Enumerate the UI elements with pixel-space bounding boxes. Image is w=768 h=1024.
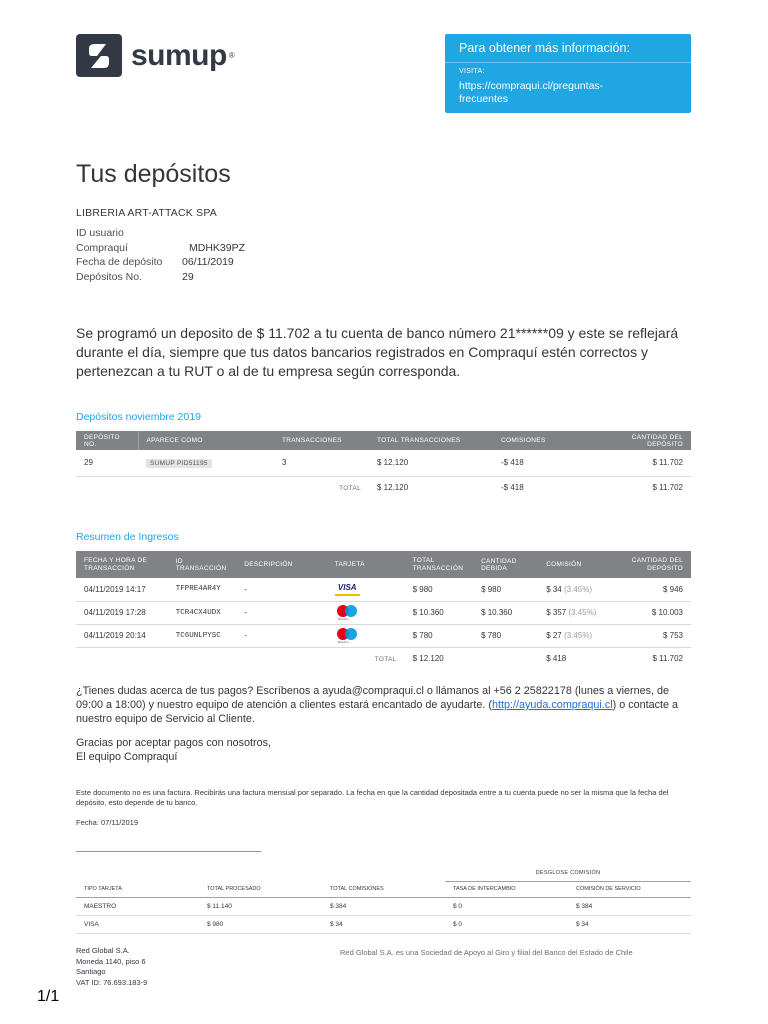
user-id-value: MDHK39PZ [189, 241, 246, 254]
disclaimer-text: Este documento no es una factura. Recibirás una factura mensual por separado. La fecha en que la cantidad depositada entre a tu cuenta puede no ser la misma que la fecha del depósito, esto depende de tu banco. [76, 788, 669, 807]
total-cell: $ 12.120 [369, 450, 493, 476]
thanks-text [76, 736, 691, 764]
amount-cell: $ 11.702 [591, 450, 691, 476]
col-header: TASA DE INTERCAMBIO [445, 882, 568, 897]
col-header: CANTIDAD DEL DEPÓSITO [611, 551, 691, 578]
footer-address-line-1: Moneda 1140, piso 6 [76, 956, 146, 966]
page-indicator: 1/1 [37, 988, 60, 1005]
deposit-no-cell: 29 [76, 450, 138, 476]
tx-id-cell: TC6UNLPYSC [168, 624, 236, 647]
col-header: ID TRANSACCIÓN [168, 551, 236, 578]
datetime-cell: 04/11/2019 17:28 [76, 601, 168, 624]
visa-card-icon: VISA [335, 582, 360, 596]
faq-link[interactable]: https://compraqui.cl/preguntas-frecuentes [459, 80, 604, 105]
amount-cell: $ 753 [611, 624, 691, 647]
sumup-logo-icon [76, 34, 122, 77]
description-cell: - [236, 578, 327, 601]
table-total-row [76, 647, 691, 669]
amount-cell: $ 11.702 [652, 653, 683, 663]
processed-cell: $ 11.140 [199, 897, 322, 915]
fee-cell: $ 27 (3.45%) [538, 624, 611, 647]
fees-cell: $ 384 [322, 897, 445, 915]
compraqui-label: Compraquí [76, 241, 128, 254]
divider-line [76, 851, 261, 852]
col-header: TOTAL TRANSACCIÓN [405, 551, 473, 578]
description-cell: - [236, 601, 327, 624]
total-label: TOTAL [374, 655, 397, 663]
fees-cell: -$ 418 [493, 450, 591, 476]
datetime-cell: 04/11/2019 14:17 [76, 578, 168, 601]
table-total-row [76, 476, 691, 498]
table-row [76, 915, 691, 933]
col-header: COMISIÓN DE SERVICIO [568, 882, 691, 897]
document-date: Fecha: 07/11/2019 [76, 818, 138, 827]
description-cell: - [236, 624, 327, 647]
fee-cell: $ 418 [546, 653, 567, 663]
amount-cell: $ 11.702 [652, 482, 683, 492]
col-header: TOTAL TRANSACCIONES [369, 431, 493, 450]
deposit-date-label: Fecha de depósito [76, 256, 163, 268]
table-row [76, 897, 691, 915]
deposit-no-label: Depósitos No. [76, 270, 142, 283]
col-header: TOTAL PROCESADO [199, 882, 322, 897]
card-type-cell: MAESTRO [76, 897, 199, 915]
debited-cell: $ 980 [473, 578, 538, 601]
total-cell: $ 980 [405, 578, 473, 601]
col-header: APARECE COMO [138, 431, 274, 450]
fees-cell: $ 34 [322, 915, 445, 933]
tx-id-cell: TFPRE4AR4Y [168, 578, 236, 601]
brand-name: sumup [131, 38, 227, 72]
info-box [445, 34, 691, 113]
table-row [76, 578, 691, 601]
datetime-cell: 04/11/2019 20:14 [76, 624, 168, 647]
amount-cell: $ 10.003 [611, 601, 691, 624]
deposit-meta [76, 226, 246, 284]
income-table [76, 551, 691, 669]
service-cell: $ 34 [568, 915, 691, 933]
table-row [76, 601, 691, 624]
merchant-name: LIBRERIA ART-ATTACK SPA [76, 207, 217, 219]
deposit-summary-text: Se programó un deposito de $ 11.702 a tu cuenta de banco número 21******09 y este se reflejará durante el día, siempre que tus datos bancarios registrados en Compraquí estén correctos y pertenezcan a tu RUT o al de tu empresa según corresponda. [76, 325, 679, 379]
col-header: CANTIDAD DEL DEPÓSITO [591, 431, 691, 450]
thanks-line-1: Gracias por aceptar pagos con nosotros, [76, 737, 272, 749]
tx-id-cell: TCR4CX4UDX [168, 601, 236, 624]
interchange-cell: $ 0 [445, 897, 568, 915]
footer-company: Red Global S.A. [76, 946, 130, 955]
help-link[interactable]: http://ayuda.compraqui.cl [491, 699, 613, 711]
total-cell: $ 12.120 [412, 653, 444, 663]
user-id-label: ID usuario [76, 227, 124, 239]
total-cell: $ 12.120 [377, 482, 409, 492]
col-header: TRANSACCIONES [274, 431, 369, 450]
sumup-logo [76, 34, 235, 77]
col-header: DEPÓSITO NO. [76, 431, 138, 450]
help-text: ¿Tienes dudas acerca de tus pagos? Escríbenos a ayuda@compraqui.cl o llámanos al +56 2 25822178 (lunes a viernes, de 09:00 a 18:00) y nuestro equipo de atención a clientes estará encantado de ayudarte. (http://ayuda.compraqui.cl) o contacte a nuestro equipo de Servicio al Cliente. [76, 685, 679, 725]
debited-cell: $ 10.360 [473, 601, 538, 624]
col-header: TARJETA [327, 551, 405, 578]
table-row [76, 450, 691, 476]
registered-mark: ® [228, 51, 235, 60]
deposit-date-value: 06/11/2019 [182, 256, 234, 268]
total-cell: $ 10.360 [405, 601, 473, 624]
thanks-line-2: El equipo Compraquí [76, 751, 178, 763]
fees-cell: -$ 418 [501, 482, 524, 492]
col-header: TIPO TARJETA [76, 882, 199, 897]
page-title: Tus depósitos [76, 160, 231, 188]
info-box-visit-label: VISITA: [459, 68, 485, 75]
deposits-section-title: Depósitos noviembre 2019 [76, 411, 201, 423]
total-label: TOTAL [339, 484, 361, 492]
debited-cell: $ 780 [473, 624, 538, 647]
col-header: DESCRIPCIÓN [236, 551, 327, 578]
col-header: TOTAL COMISIONES [322, 882, 445, 897]
fee-breakdown-table [76, 882, 691, 934]
footer-address-line-2: Santiago [76, 967, 106, 976]
col-header: COMISIÓN [538, 551, 611, 578]
fee-cell: $ 34 (3.45%) [538, 578, 611, 601]
maestro-card-icon: Maestro [335, 604, 359, 622]
income-section-title: Resumen de Ingresos [76, 531, 179, 543]
service-cell: $ 384 [568, 897, 691, 915]
table-row [76, 624, 691, 647]
col-header: CANTIDAD DEBIDA [473, 551, 538, 578]
amount-cell: $ 946 [611, 578, 691, 601]
card-type-cell: VISA [76, 915, 199, 933]
footer-vat: VAT ID: 76.693.183-9 [76, 977, 148, 987]
total-cell: $ 780 [405, 624, 473, 647]
info-box-heading: Para obtener más información: [459, 41, 630, 55]
col-header: FECHA Y HORA DE TRANSACCIÓN [76, 551, 168, 578]
footer-address [76, 946, 147, 988]
col-header: COMISIONES [493, 431, 591, 450]
fee-breakdown-group-title: DESGLOSE COMISIÓN [445, 866, 691, 882]
transactions-cell: 3 [274, 450, 369, 476]
maestro-card-icon: Maestro [335, 627, 359, 645]
fee-cell: $ 357 (3.45%) [538, 601, 611, 624]
deposits-table [76, 431, 691, 498]
processed-cell: $ 980 [199, 915, 322, 933]
interchange-cell: $ 0 [445, 915, 568, 933]
appears-as-tag: SUMUP PID51195 [146, 459, 212, 468]
deposit-no-value: 29 [182, 270, 194, 283]
footer-note: Red Global S.A. es una Sociedad de Apoyo al Giro y filial del Banco del Estado de Chile [340, 948, 633, 957]
